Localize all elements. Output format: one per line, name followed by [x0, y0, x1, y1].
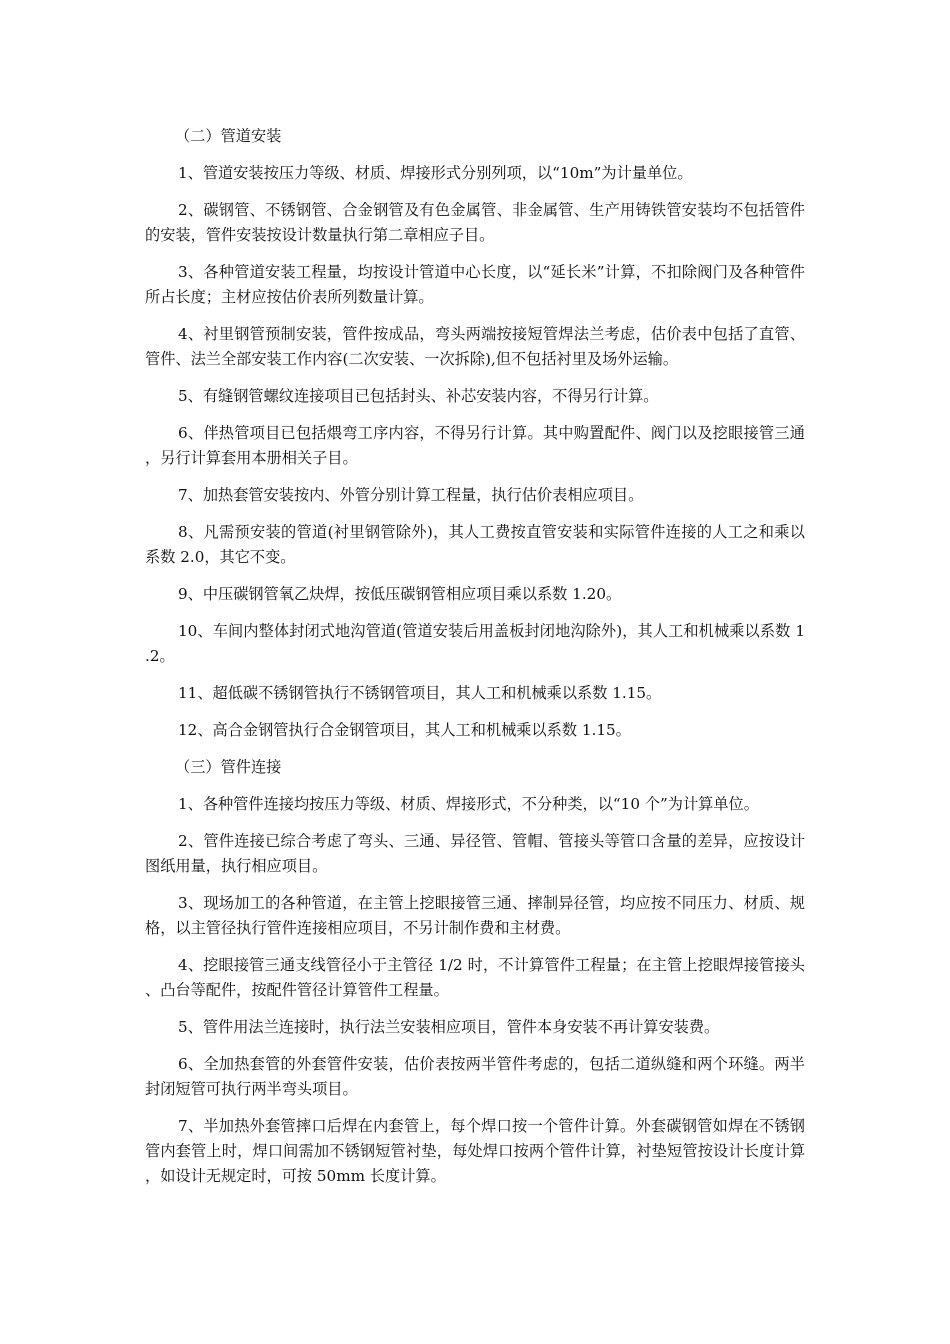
paragraph-pipe-1: 1、管道安装按压力等级、材质、焊接形式分别列项，以“10m”为计量单位。 [178, 164, 693, 182]
paragraph-fitting-1: 1、各种管件连接均按压力等级、材质、焊接形式，不分种类，以“10 个”为计算单位。 [178, 795, 759, 813]
paragraph-pipe-11: 11、超低碳不锈钢管执行不锈钢管项目，其人工和机械乘以系数 1.15。 [178, 684, 662, 702]
paragraph-pipe-3: 3、各种管道安装工程量，均按设计管道中心长度，以“延长米”计算，不扣除阀门及各种管件所占长度；主材应按估价表所列数量计算。 [145, 263, 805, 306]
section-heading-fitting-connection: （三）管件连接 [175, 758, 282, 776]
paragraph-pipe-4: 4、衬里钢管预制安装，管件按成品，弯头两端按接短管焊法兰考虑，估价表中包括了直管、管件、法兰全部安装工作内容(二次安装、一次拆除),但不包括衬里及场外运输。 [145, 325, 805, 368]
paragraph-fitting-4: 4、挖眼接管三通支线管径小于主管径 1/2 时，不计算管件工程量；在主管上挖眼焊接管接头、凸台等配件，按配件管径计算管件工程量。 [145, 956, 805, 999]
paragraph-pipe-9: 9、中压碳钢管氧乙炔焊，按低压碳钢管相应项目乘以系数 1.20。 [178, 585, 622, 603]
paragraph-pipe-7: 7、加热套管安装按内、外管分别计算工程量，执行估价表相应项目。 [178, 486, 644, 504]
paragraph-pipe-12: 12、高合金钢管执行合金钢管项目，其人工和机械乘以系数 1.15。 [178, 721, 631, 739]
paragraph-pipe-10: 10、车间内整体封闭式地沟管道(管道安装后用盖板封闭地沟除外)，其人工和机械乘以系数 1.2。 [145, 622, 805, 665]
paragraph-pipe-5: 5、有缝钢管螺纹连接项目已包括封头、补芯安装内容，不得另行计算。 [178, 387, 659, 405]
paragraph-pipe-8: 8、凡需预安装的管道(衬里钢管除外)，其人工费按直管安装和实际管件连接的人工之和乘以系数 2.0，其它不变。 [145, 523, 805, 566]
section-heading-pipe-installation: （二）管道安装 [175, 127, 282, 145]
paragraph-fitting-6: 6、全加热套管的外套管件安装，估价表按两半管件考虑的，包括二道纵缝和两个环缝。两半封闭短管可执行两半弯头项目。 [145, 1055, 805, 1098]
paragraph-fitting-3: 3、现场加工的各种管道，在主管上挖眼接管三通、摔制异径管，均应按不同压力、材质、规格，以主管径执行管件连接相应项目，不另计制作费和主材费。 [145, 894, 805, 937]
document-page [145, 124, 805, 1201]
paragraph-fitting-2: 2、管件连接已综合考虑了弯头、三通、异径管、管帽、管接头等管口含量的差异，应按设计图纸用量，执行相应项目。 [145, 832, 805, 875]
paragraph-fitting-7: 7、半加热外套管摔口后焊在内套管上，每个焊口按一个管件计算。外套碳钢管如焊在不锈钢管内套管上时，焊口间需加不锈钢短管衬垫，每处焊口按两个管件计算，衬垫短管按设计长度计算，如设计无规定时，可按 50mm 长度计算。 [145, 1117, 805, 1185]
paragraph-fitting-5: 5、管件用法兰连接时，执行法兰安装相应项目，管件本身安装不再计算安装费。 [178, 1018, 720, 1036]
paragraph-pipe-6: 6、伴热管项目已包括煨弯工序内容，不得另行计算。其中购置配件、阀门以及挖眼接管三通，另行计算套用本册相关子目。 [145, 424, 805, 467]
paragraph-pipe-2: 2、碳钢管、不锈钢管、合金钢管及有色金属管、非金属管、生产用铸铁管安装均不包括管件的安装，管件安装按设计数量执行第二章相应子目。 [145, 201, 805, 244]
